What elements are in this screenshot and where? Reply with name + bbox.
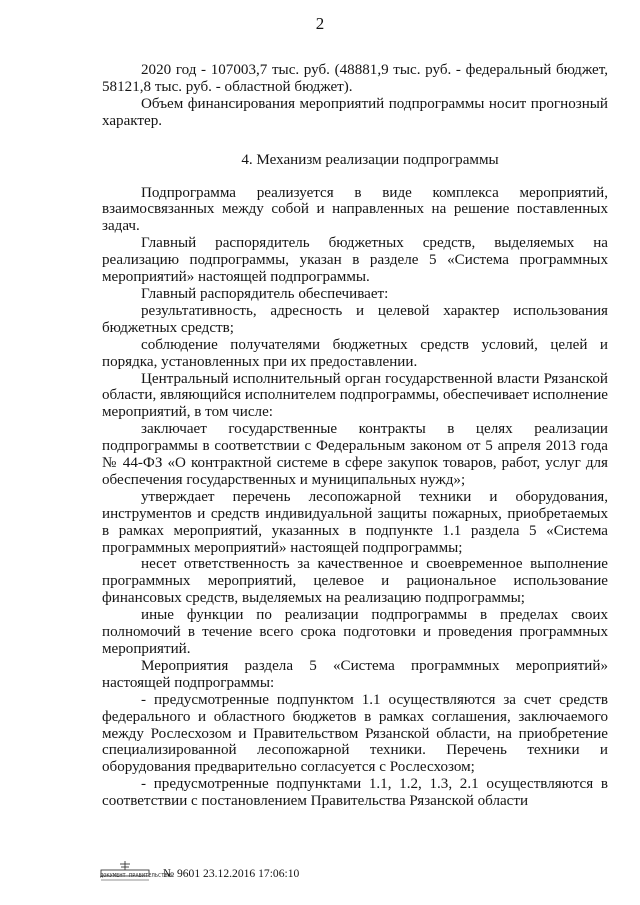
- paragraph-funding-2020: 2020 год - 107003,7 тыс. руб. (48881,9 тыс. руб. - федеральный бюджет, 58121,8 тыс. руб. - областной бюджет).: [102, 62, 608, 95]
- paragraph-other-functions: иные функции по реализации подпрограммы в пределах своих полномочий в течение всего срока подготовки и проведения программных мероприятий.: [102, 607, 608, 657]
- paragraph-responsibility: несет ответственность за качественное и своевременное выполнение программных мероприятий, целевое и рациональное использование финансовых средств, выделяемых на реализацию подпрограммы;: [102, 556, 608, 607]
- page-number: 2: [315, 14, 325, 33]
- document-footer: [100, 856, 400, 888]
- paragraph-equipment-list: утверждает перечень лесопожарной техники и оборудования, инструментов и средств индивидуальной защиты пожарных, приобретаемых в рамках мероприятий, указанных в подпункте 1.1 раздела 5 «Система программных мероприятий» настоящей подпрограммы;: [102, 488, 608, 556]
- paragraph-effectiveness: результативность, адресность и целевой характер использования бюджетных средств;: [102, 302, 608, 336]
- document-body: [102, 62, 608, 810]
- stamp-label: ДОКУМЕНТ ПРАВИТЕЛЬСТВА: [100, 873, 171, 879]
- paragraph-executive-body: Центральный исполнительный орган государственной власти Рязанской области, являющийся исполнителем подпрограммы, обеспечивает исполнение мероприятий, в том числе:: [102, 370, 608, 421]
- paragraph-subitem-1-1: - предусмотренные подпунктом 1.1 осуществляются за счет средств федерального и областного бюджетов в рамках соглашения, заключаемого между Рослесхозом и Правительством Рязанской области, на приобретение специализированной лесопожарной техники. Перечень техники и оборудования предварительно согласуется с Рослесхозом;: [102, 691, 608, 776]
- paragraph-implementation: Подпрограмма реализуется в виде комплекса мероприятий, взаимосвязанных между собой и направленных на решение поставленных задач.: [102, 184, 608, 235]
- paragraph-main-manager: Главный распорядитель бюджетных средств, выделяемых на реализацию подпрограммы, указан в разделе 5 «Система программных мероприятий» настоящей подпрограммы.: [102, 235, 608, 286]
- paragraph-manager-ensures: Главный распорядитель обеспечивает:: [141, 285, 389, 302]
- paragraph-section5-measures: Мероприятия раздела 5 «Система программных мероприятий» настоящей подпрограммы:: [102, 657, 608, 691]
- paragraph-compliance: соблюдение получателями бюджетных средств условий, целей и порядка, установленных при их предоставлении.: [102, 336, 608, 370]
- paragraph-funding-forecast: Объем финансирования мероприятий подпрограммы носит прогнозный характер.: [102, 95, 608, 129]
- section-heading: 4. Механизм реализации подпрограммы: [241, 151, 499, 168]
- registration-number: № 9601 23.12.2016 17:06:10: [163, 867, 300, 880]
- paragraph-subitems-list: - предусмотренные подпунктами 1.1, 1.2, 1.3, 2.1 осуществляются в соответствии с постановлением Правительства Рязанской области: [102, 776, 608, 810]
- paragraph-contracts: заключает государственные контракты в целях реализации подпрограммы в соответствии с Федеральным законом от 5 апреля 2013 года № 44-ФЗ «О контрактной системе в сфере закупок товаров, работ, услуг для обеспечения государственных и муниципальных нужд»;: [102, 421, 608, 488]
- government-stamp-icon: [100, 860, 171, 884]
